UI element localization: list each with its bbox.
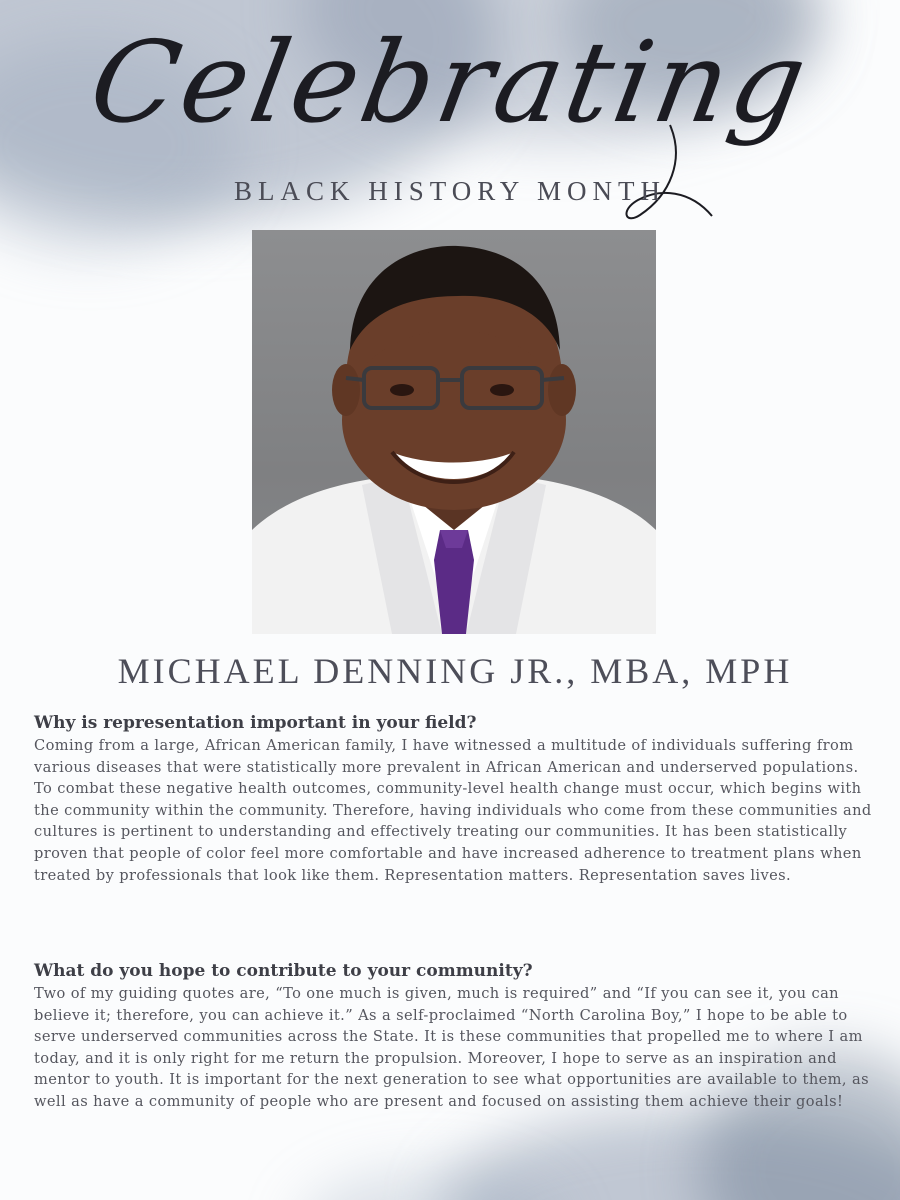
answer-text: Two of my guiding quotes are, “To one much is given, much is required” and “If you can see it, you can believe it; therefore, you can achieve it.” As a self-proclaimed “North Carolina Boy,” I hope to be able to serve underserved communities across the State. It is these communities that propelled me to where I am today, and it is only right for me return the propulsion. Moreover, I hope to serve as an inspiration and mentor to youth. It is important for the next generation to see what opportunities are available to them, as well as have a community of people who are present and focused on assisting them achieve their goals! <box>34 985 869 1110</box>
question-heading: Why is representation important in your field? <box>34 713 477 733</box>
qa-section-contribution <box>34 959 874 1113</box>
subtitle: BLACK HISTORY MONTH <box>233 176 667 206</box>
person-name: MICHAEL DENNING JR., MBA, MPH <box>117 651 793 691</box>
portrait-photo <box>252 230 656 634</box>
answer-text: Coming from a large, African American family, I have witnessed a multitude of individuals suffering from various diseases that were statistically more prevalent in African American and underserved populations. To combat these negative health outcomes, community-level health change must occur, which begins with the community within the community. Therefore, having individuals who come from these communities and cultures is pertinent to understanding and effectively treating our communities. It has been statistically proven that people of color feel more comfortable and have increased adherence to treatment plans when treated by professionals that look like them. Representation matters. Representation saves lives. <box>34 737 872 884</box>
script-flourish-icon <box>600 120 720 230</box>
script-title: Celebrating <box>81 18 819 148</box>
question-heading: What do you hope to contribute to your community? <box>34 961 533 981</box>
qa-section-representation <box>34 711 874 886</box>
